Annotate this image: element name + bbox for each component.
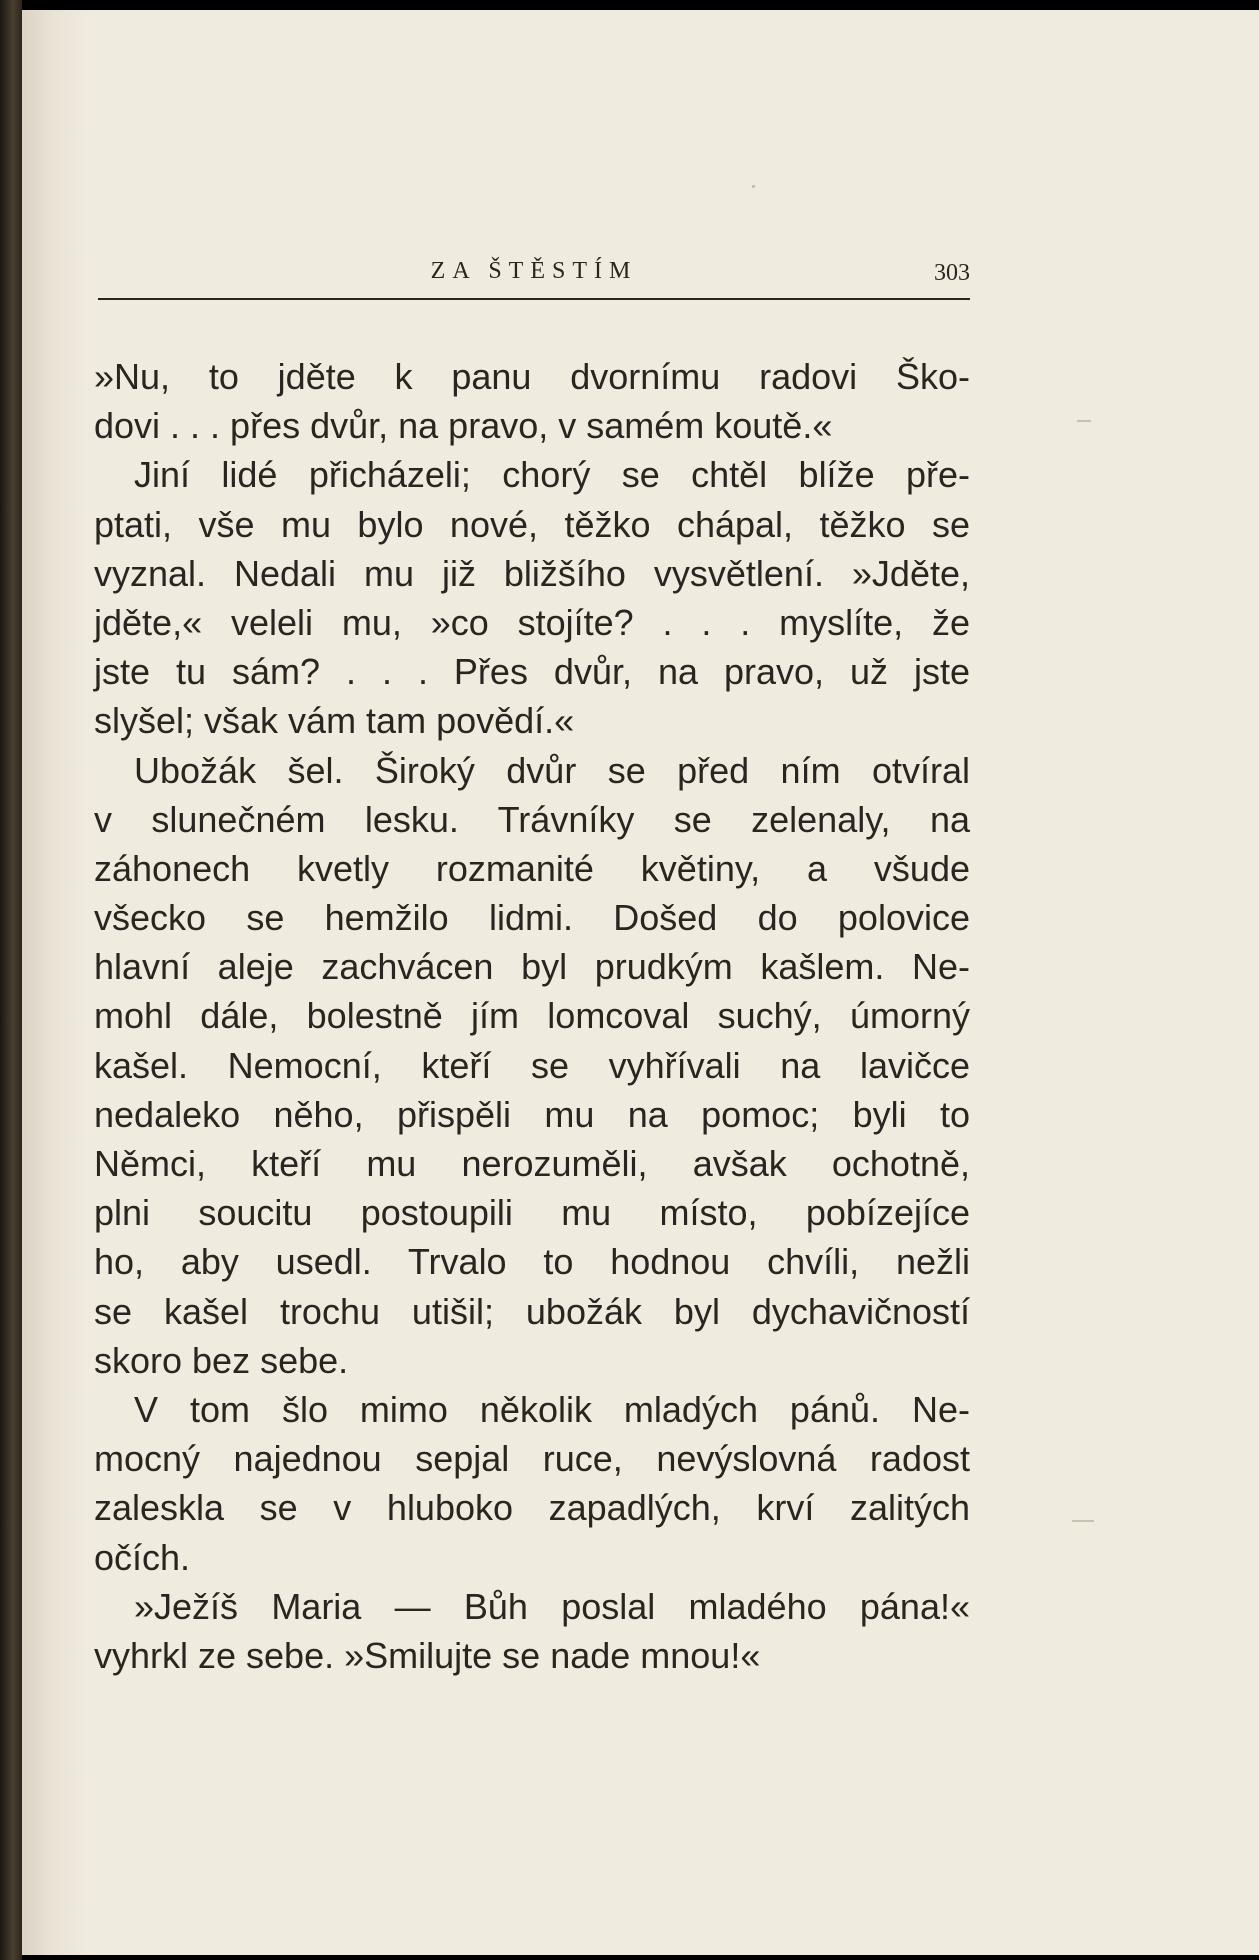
text-line: hlavní aleje zachvácen byl prudkým kašlem. Ne-	[94, 946, 970, 988]
paper-speck	[1077, 420, 1091, 422]
text-line: se kašel trochu utišil; ubožák byl dychavičností	[94, 1290, 970, 1332]
text-line: očích.	[94, 1536, 191, 1578]
text-line: Němci, kteří mu nerozuměli, avšak ochotně,	[94, 1143, 970, 1184]
text-line: ho, aby usedl. Trvalo to hodnou chvíli, nežli	[94, 1241, 970, 1283]
text-line: v slunečném lesku. Trávníky se zelenaly, na	[94, 798, 970, 840]
paper-speck	[1072, 1520, 1094, 1522]
text-line: slyšel; však vám tam povědí.«	[94, 700, 575, 742]
text-line: nedaleko něho, přispěli mu na pomoc; byli to	[94, 1093, 970, 1135]
running-header	[98, 252, 970, 300]
text-line: zaleskla se v hluboko zapadlých, krví zalitých	[94, 1487, 970, 1529]
text-line: jděte,« veleli mu, »co stojíte? . . . myslíte, že	[94, 601, 970, 643]
text-line: záhonech kvetly rozmanité květiny, a všude	[94, 847, 970, 889]
text-line: mohl dále, bolestně jím lomcoval suchý, úmorný	[94, 995, 970, 1037]
text-line: V tom šlo mimo několik mladých pánů. Ne-	[134, 1388, 970, 1430]
page-number: 303	[934, 260, 970, 286]
text-line: »Nu, to jděte k panu dvornímu radovi Ško-	[94, 356, 970, 397]
text-line: ptati, vše mu bylo nové, těžko chápal, těžko se	[94, 503, 970, 545]
paper-speck	[752, 185, 755, 188]
text-line: jste tu sám? . . . Přes dvůr, na pravo, už jste	[94, 651, 970, 693]
text-line: Ubožák šel. Široký dvůr se před ním otvíral	[134, 749, 970, 791]
book-spine-shadow	[0, 0, 22, 1960]
text-line: vyznal. Nedali mu již bližšího vysvětlení. »Jděte,	[94, 552, 970, 594]
text-line: dovi . . . přes dvůr, na pravo, v samém koutě.«	[94, 405, 833, 447]
text-line: kašel. Nemocní, kteří se vyhřívali na lavičce	[94, 1044, 970, 1086]
text-line: vyhrkl ze sebe. »Smilujte se nade mnou!«	[94, 1634, 761, 1676]
text-line: skoro bez sebe.	[94, 1339, 349, 1381]
running-title: ZA ŠTĚSTÍM	[430, 258, 638, 284]
text-line: Jiní lidé přicházeli; chorý se chtěl blíže pře-	[134, 454, 970, 496]
text-line: »Ježíš Maria — Bůh poslal mladého pána!«	[134, 1585, 970, 1627]
text-line: plni soucitu postoupili mu místo, pobízejíce	[94, 1192, 970, 1234]
text-line: mocný najednou sepjal ruce, nevýslovná radost	[94, 1438, 970, 1480]
text-line: všecko se hemžilo lidmi. Došed do polovice	[94, 897, 970, 939]
page-body-text	[94, 352, 970, 1680]
